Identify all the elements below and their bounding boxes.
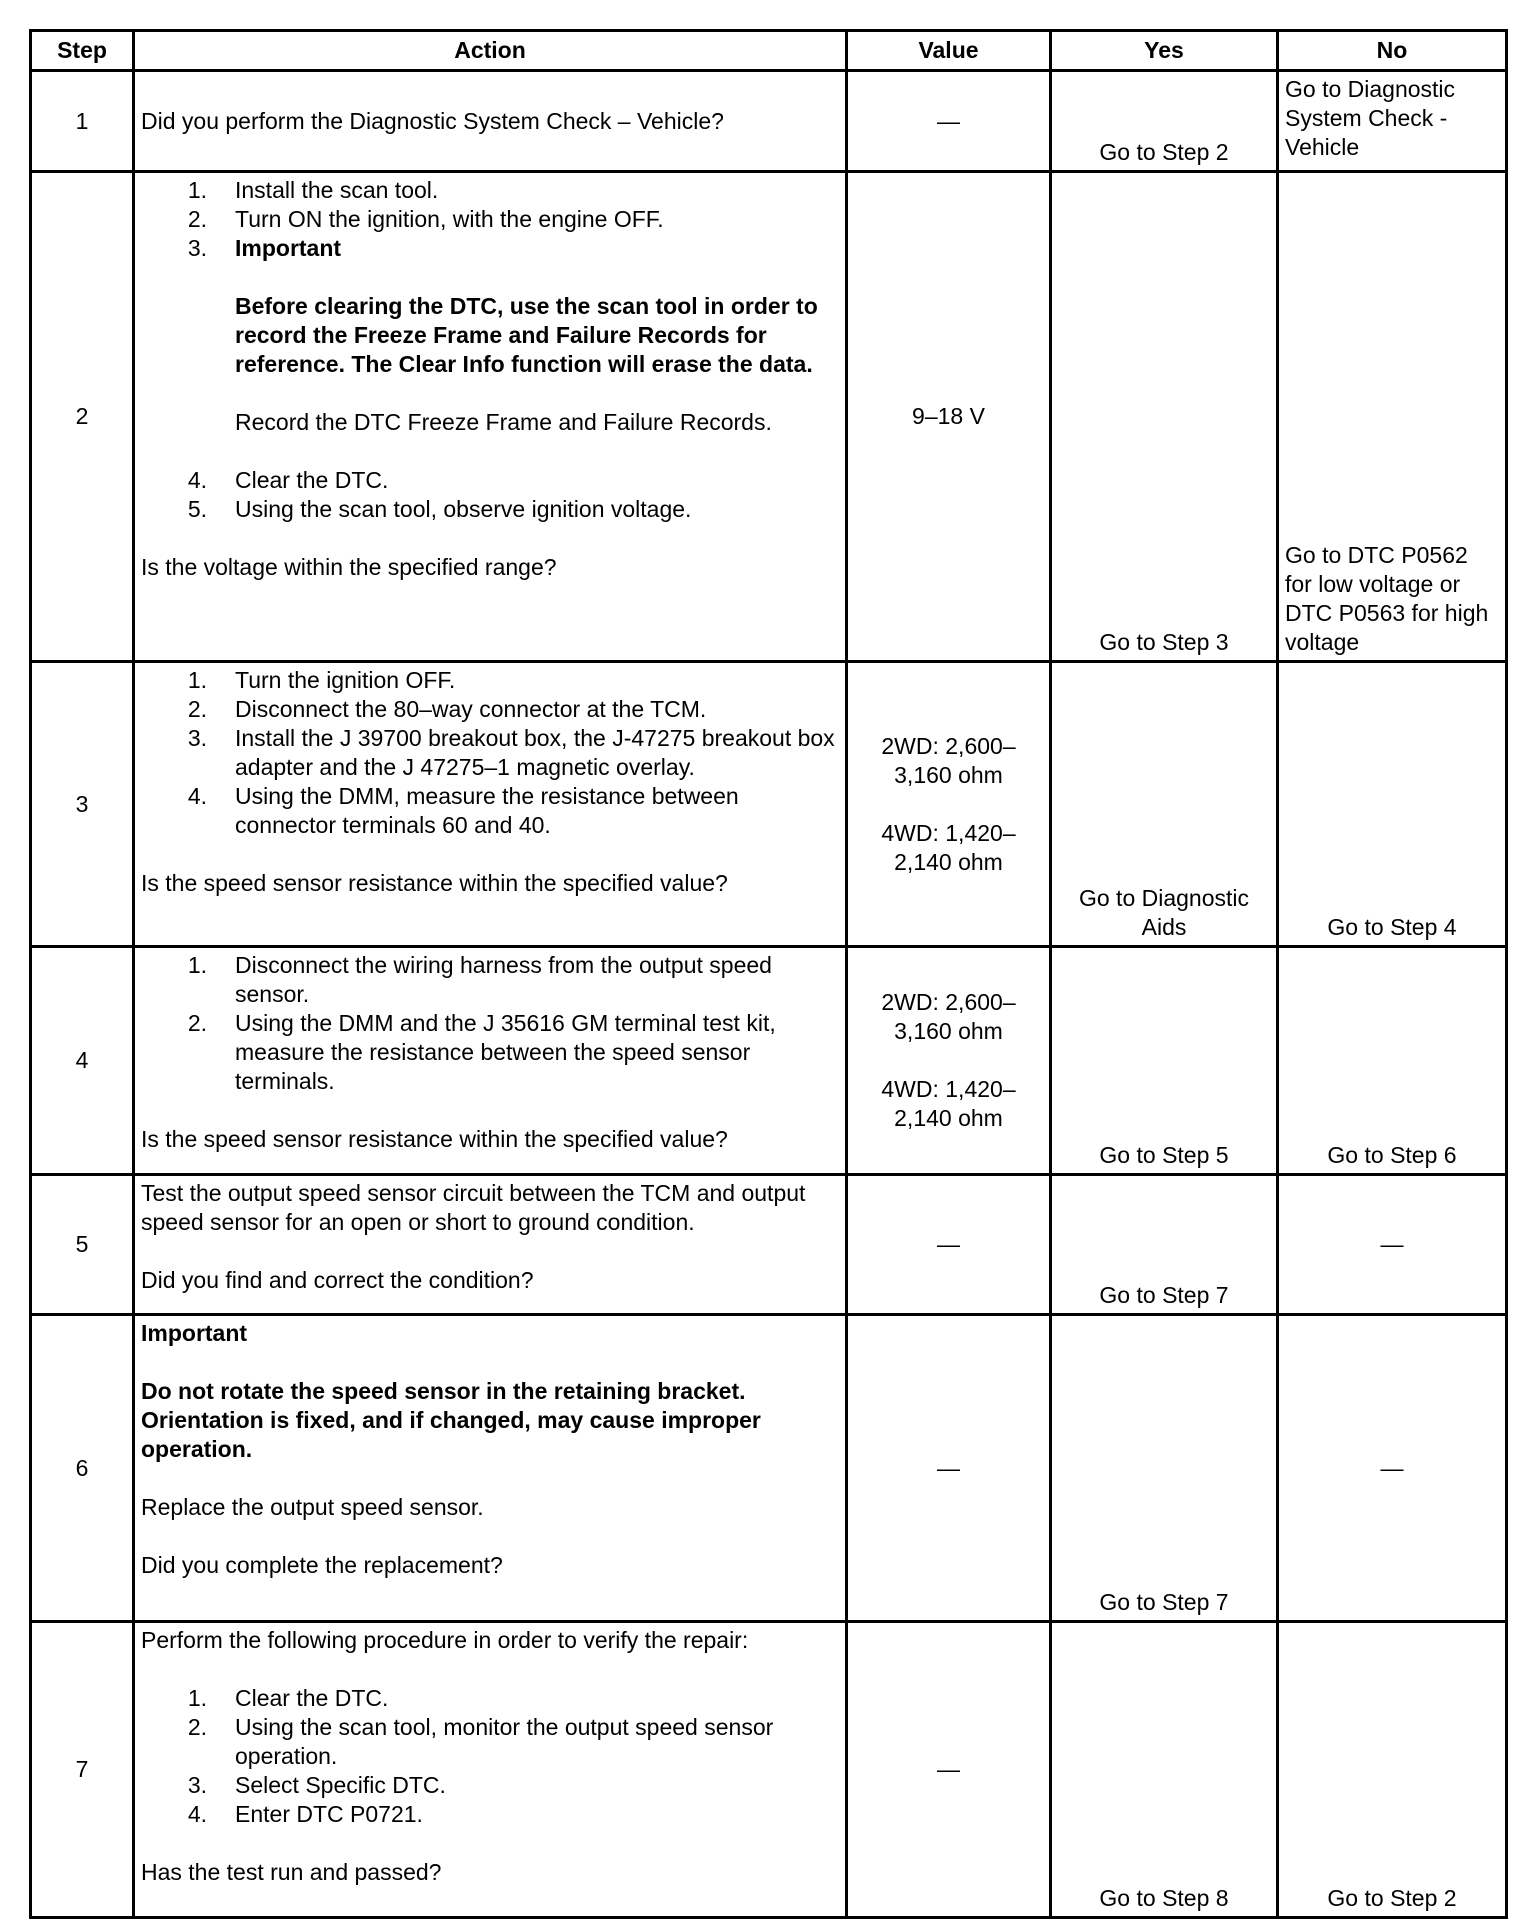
no-cell: Go to Diagnostic System Check - Vehicle <box>1278 71 1507 172</box>
table-row <box>31 1175 1507 1315</box>
step-number: 3 <box>31 662 134 947</box>
important-label: Important <box>141 1320 248 1346</box>
value-cell: — <box>847 1175 1051 1315</box>
step-number: 7 <box>31 1622 134 1918</box>
important-note: Do not rotate the speed sensor in the retaining bracket. Orientation is fixed, and if changed, may cause improper operation. <box>141 1378 761 1462</box>
table-row <box>31 1622 1507 1918</box>
action-cell <box>134 1622 847 1918</box>
question-text: Is the speed sensor resistance within the specified value? <box>141 1126 728 1152</box>
step-number: 1 <box>31 71 134 172</box>
no-cell: — <box>1278 1175 1507 1315</box>
yes-cell: Go to Step 3 <box>1051 172 1278 662</box>
no-cell: Go to Step 4 <box>1278 662 1507 947</box>
value-cell <box>847 947 1051 1175</box>
action-cell <box>134 662 847 947</box>
value-cell <box>847 662 1051 947</box>
table-row <box>31 1315 1507 1622</box>
action-steps <box>141 666 839 840</box>
list-item: 2. Disconnect the 80–way connector at the TCM. <box>187 696 707 722</box>
yes-cell: Go to Step 8 <box>1051 1622 1278 1918</box>
list-item: 1. Turn the ignition OFF. <box>187 667 456 693</box>
value-4wd: 4WD: 1,420–2,140 ohm <box>881 1076 1016 1131</box>
value-2wd: 2WD: 2,600–3,160 ohm <box>881 732 1016 788</box>
value-cell: — <box>847 1622 1051 1918</box>
action-cell <box>134 1175 847 1315</box>
value-4wd: 4WD: 1,420–2,140 ohm <box>881 819 1016 875</box>
list-item: 3. Important <box>187 235 342 261</box>
action-text: Perform the following procedure in order to verify the repair: <box>141 1627 749 1653</box>
header-step: Step <box>31 31 134 71</box>
step-number: 6 <box>31 1315 134 1622</box>
list-item: 5. Using the scan tool, observe ignition voltage. <box>187 496 692 522</box>
value-cell: — <box>847 71 1051 172</box>
no-cell: Go to Step 6 <box>1278 947 1507 1175</box>
action-cell <box>134 947 847 1175</box>
no-cell: Go to DTC P0562 for low voltage or DTC P0563 for high voltage <box>1278 172 1507 662</box>
action-text: Replace the output speed sensor. <box>141 1494 484 1520</box>
question-text: Is the voltage within the specified range? <box>141 554 557 580</box>
table-row <box>31 71 1507 172</box>
header-no: No <box>1278 31 1507 71</box>
header-yes: Yes <box>1051 31 1278 71</box>
action-steps <box>141 176 839 263</box>
diagnostic-table <box>29 29 1508 1919</box>
action-cell <box>134 71 847 172</box>
list-item: 1. Disconnect the wiring harness from the output speed sensor. <box>187 952 772 1007</box>
list-item: 2. Turn ON the ignition, with the engine OFF. <box>187 206 664 232</box>
value-2wd: 2WD: 2,600–3,160 ohm <box>881 989 1016 1044</box>
table-row <box>31 662 1507 947</box>
yes-cell: Go to Diagnostic Aids <box>1051 662 1278 947</box>
action-cell <box>134 1315 847 1622</box>
list-item: 2. Using the DMM and the J 35616 GM terminal test kit, measure the resistance between the speed sensor terminals. <box>187 1010 776 1094</box>
list-item: 3. Select Specific DTC. <box>187 1772 446 1798</box>
value-cell: 9–18 V <box>847 172 1051 662</box>
important-note: Before clearing the DTC, use the scan tool in order to record the Freeze Frame and Failure Records for reference. The Clear Info function will erase the data. <box>235 293 818 377</box>
yes-cell: Go to Step 2 <box>1051 71 1278 172</box>
action-cell <box>134 172 847 662</box>
question-text: Did you perform the Diagnostic System Check – Vehicle? <box>141 107 724 134</box>
list-item: 3. Install the J 39700 breakout box, the J-47275 breakout box adapter and the J 47275–1 magnetic overlay. <box>187 725 835 780</box>
question-text: Did you find and correct the condition? <box>141 1267 534 1293</box>
no-cell: — <box>1278 1315 1507 1622</box>
header-action: Action <box>134 31 847 71</box>
step-number: 5 <box>31 1175 134 1315</box>
no-cell: Go to Step 2 <box>1278 1622 1507 1918</box>
table-row <box>31 947 1507 1175</box>
list-item: 4. Clear the DTC. <box>187 467 389 493</box>
question-text: Has the test run and passed? <box>141 1859 442 1885</box>
list-item: 4. Using the DMM, measure the resistance between connector terminals 60 and 40. <box>187 783 739 838</box>
action-text: Test the output speed sensor circuit between the TCM and output speed sensor for an open or short to ground condition. <box>141 1180 806 1235</box>
action-steps <box>141 466 839 524</box>
record-note: Record the DTC Freeze Frame and Failure Records. <box>235 409 772 435</box>
list-item: 4. Enter DTC P0721. <box>187 1801 423 1827</box>
yes-cell: Go to Step 5 <box>1051 947 1278 1175</box>
question-text: Did you complete the replacement? <box>141 1552 503 1578</box>
list-item: 2. Using the scan tool, monitor the output speed sensor operation. <box>187 1714 774 1769</box>
action-steps <box>141 1684 839 1829</box>
step-number: 2 <box>31 172 134 662</box>
value-cell: — <box>847 1315 1051 1622</box>
header-value: Value <box>847 31 1051 71</box>
yes-cell: Go to Step 7 <box>1051 1315 1278 1622</box>
action-steps <box>141 951 839 1096</box>
yes-cell: Go to Step 7 <box>1051 1175 1278 1315</box>
question-text: Is the speed sensor resistance within the specified value? <box>141 870 728 896</box>
table-row <box>31 172 1507 662</box>
step-number: 4 <box>31 947 134 1175</box>
list-item: 1. Clear the DTC. <box>187 1685 389 1711</box>
list-item: 1. Install the scan tool. <box>187 177 439 203</box>
header-row <box>31 31 1507 71</box>
